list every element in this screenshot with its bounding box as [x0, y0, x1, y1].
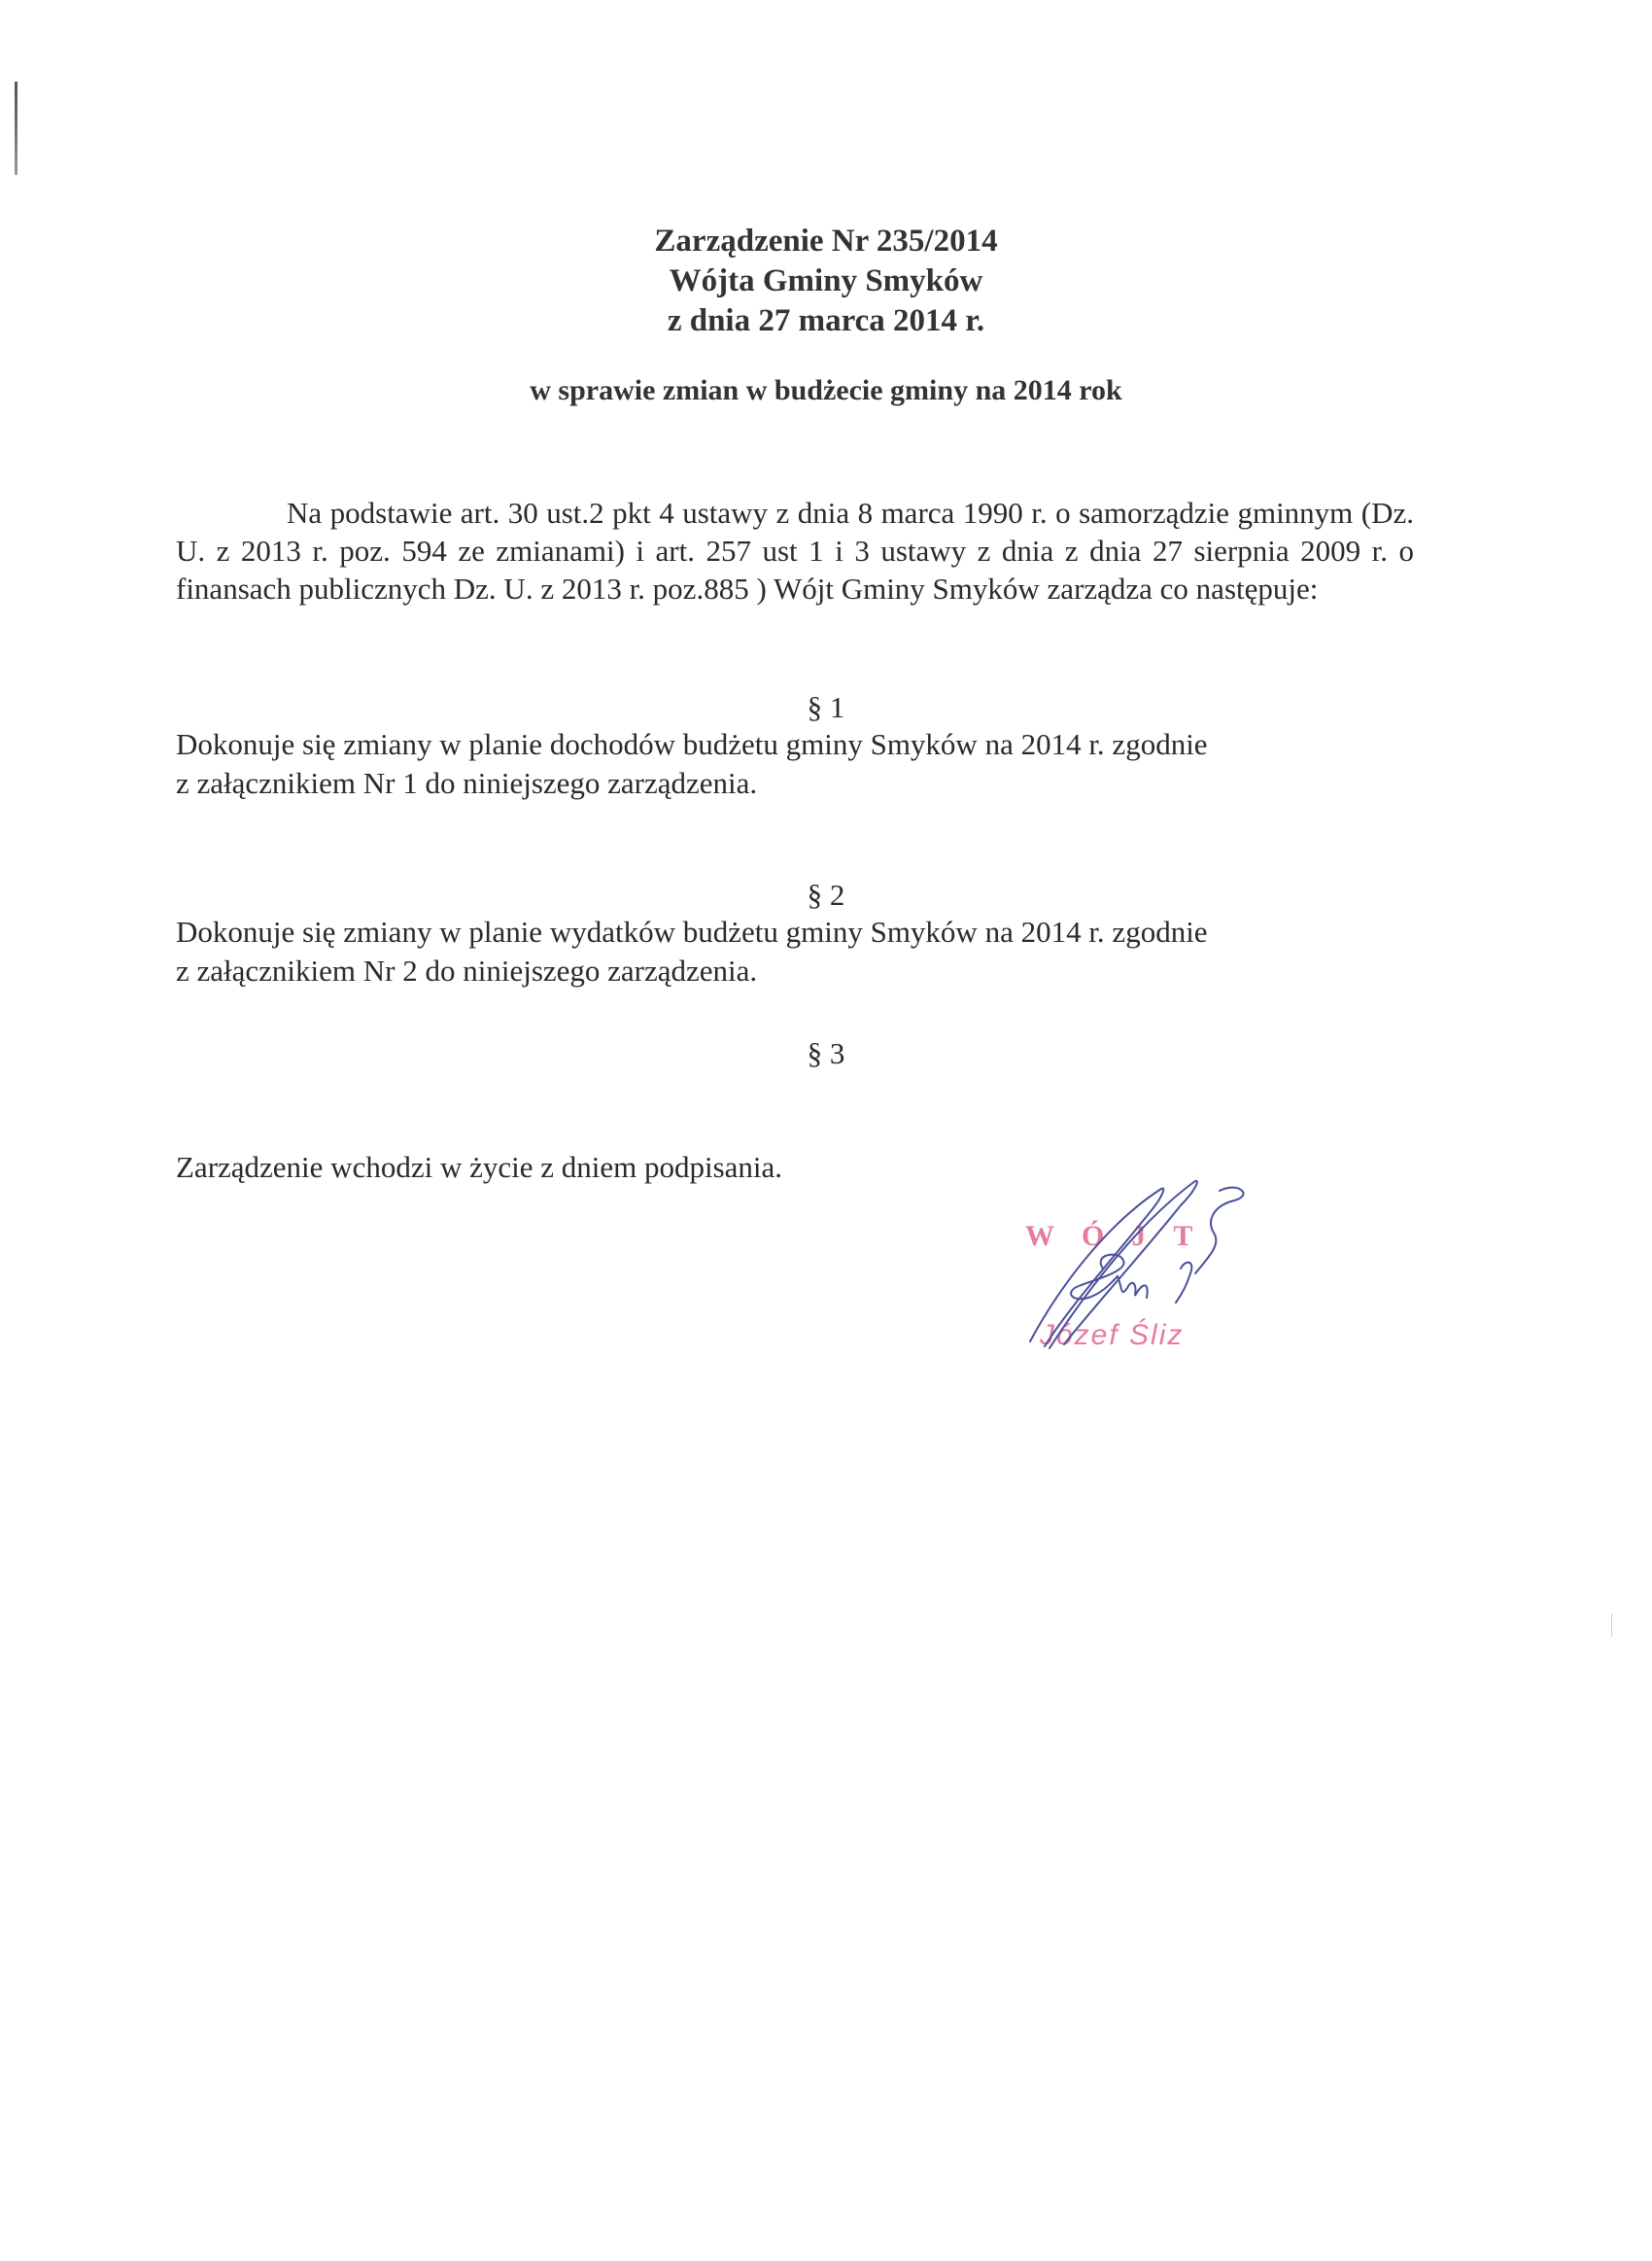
closing-statement: Zarządzenie wchodzi w życie z dniem podpisania. [176, 1150, 783, 1184]
section-1-heading: § 1 [807, 690, 845, 724]
scan-margin-mark [15, 82, 17, 175]
section-1-text [176, 725, 1342, 803]
section-2-heading: § 2 [807, 878, 845, 912]
stamp-name: Józef Śliz [1040, 1319, 1185, 1351]
title-line-date: z dnia 27 marca 2014 r. [667, 303, 985, 338]
title-line-issuer: Wójta Gminy Smyków [669, 263, 983, 298]
preamble-text: Na podstawie art. 30 ust.2 pkt 4 ustawy z dnia 8 marca 1990 r. o samorządzie gminnym (Dz. U. z 2013 r. poz. 594 ze zmianami) i art. 257 ust 1 i 3 ustawy z dnia z dnia 27 sierpnia 2009 r. o finansach publicznych Dz. U. z 2013 r. poz.885 ) Wójt Gminy Smyków zarządza co następuje: [176, 496, 1414, 606]
section-3-heading: § 3 [807, 1036, 845, 1070]
section-1-line: z załącznikiem Nr 1 do niniejszego zarządzenia. [176, 766, 758, 800]
section-2-text [176, 913, 1342, 991]
stamp-title: WÓJT [1025, 1220, 1221, 1252]
document-subject: w sprawie zmian w budżecie gminy na 2014 rok [530, 374, 1122, 406]
preamble-paragraph [176, 494, 1414, 608]
section-2-line: Dokonuje się zmiany w planie wydatków budżetu gminy Smyków na 2014 r. zgodnie [176, 915, 1208, 949]
title-line-ordinance-number: Zarządzenie Nr 235/2014 [654, 224, 998, 259]
handwritten-signature [996, 1162, 1288, 1375]
section-1-line: Dokonuje się zmiany w planie dochodów budżetu gminy Smyków na 2014 r. zgodnie [176, 727, 1208, 761]
scan-margin-mark [1611, 1614, 1612, 1637]
signature-stamp-block [996, 1162, 1288, 1375]
section-2-line: z załącznikiem Nr 2 do niniejszego zarządzenia. [176, 954, 758, 988]
document-title [0, 222, 1652, 341]
